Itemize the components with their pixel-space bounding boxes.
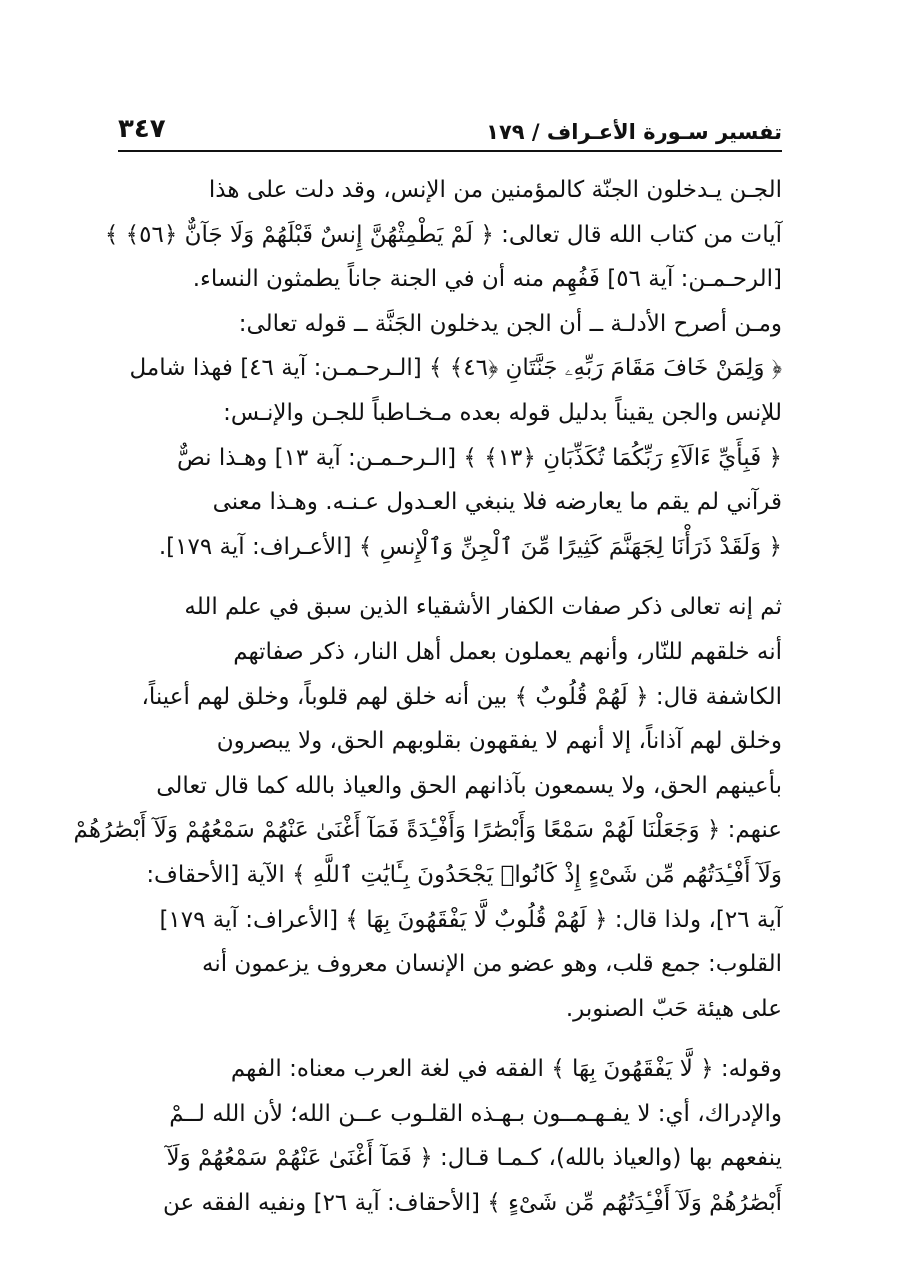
text-line: والإدراك، أي: لا يفـهـمــون بـهـذه القلـوب عــن الله؛ لأن الله لــمْ: [169, 1100, 782, 1127]
text-line: بأعينهم الحق، ولا يسمعون بآذانهم الحق والعياذ بالله كما قال تعالى: [156, 772, 782, 799]
text-line: ﴿ وَلَقَدْ ذَرَأْنَا لِجَهَنَّمَ كَثِيرًا مِّنَ ٱلْجِنِّ وَٱلْإِنسِ ﴾ [الأعـراف: آية ١٧٩].: [158, 533, 782, 560]
text-line: وقوله: ﴿ لَّا يَفْقَهُونَ بِهَا ﴾ الفقه في لغة العرب معناه: الفهم: [230, 1056, 782, 1083]
text-line: القلوب: جمع قلب، وهو عضو من الإنسان معروف يزعمون أنه: [202, 951, 782, 978]
text-line: آيات من كتاب الله قال تعالى: ﴿ لَمْ يَطْمِثْهُنَّ إِنسٌ قَبْلَهُمْ وَلَا جَآنٌّ ﴿٥٦﴾ ﴾: [104, 221, 782, 248]
text-line: عنهم: ﴿ وَجَعَلْنَا لَهُمْ سَمْعًا وَأَبْصَٰرًا وَأَفْـِٔدَةً فَمَآ أَغْنَىٰ عَنْهُمْ سَمْعُهُمْ وَلَآ أَبْصَٰرُهُمْ: [73, 817, 782, 844]
text-line: ينفعهم بها (والعياذ بالله)، كـمـا قـال: ﴿ فَمَآ أَغْنَىٰ عَنْهُمْ سَمْعُهُمْ وَلَآ: [166, 1145, 782, 1172]
text-line: ﴿ وَلِمَنْ خَافَ مَقَامَ رَبِّهِۦ جَنَّتَانِ ﴿٤٦﴾ ﴾ [الـرحـمـن: آية ٤٦] فهذا شامل: [129, 355, 782, 382]
text-line: أنه خلقهم للنّار، وأنهم يعملون بعمل أهل النار، ذكر صفاتهم: [233, 638, 782, 665]
paragraph-1: [104, 168, 782, 569]
text-line: وخلق لهم آذاناً، إلا أنهم لا يفقهون بقلوبهم الحق، ولا يبصرون: [216, 728, 782, 755]
text-line: [الرحـمـن: آية ٥٦] فَفُهِم منه أن في الجنة جاناً يطمثون النساء.: [192, 266, 782, 293]
text-line: وَلَآ أَفْـِٔدَتُهُم مِّن شَىْءٍ إِذْ كَانُوا۟ يَجْحَدُونَ بِـَٔايَٰتِ ٱللَّهِ ﴾ الآية [الأحقاف:: [146, 861, 782, 888]
text-line: للإنس والجن يقيناً بدليل قوله بعده مـخـاطباً للجـن والإنـس:: [223, 399, 782, 426]
text-line: على هيئة حَبّ الصنوبر.: [565, 995, 782, 1022]
page-body: [73, 168, 782, 1226]
paragraph-3: [118, 1047, 782, 1225]
page-header: [118, 108, 782, 152]
text-line: قرآني لم يقم ما يعارضه فلا ينبغي العـدول عـنـه. وهـذا معنى: [212, 489, 782, 516]
text-line: الكاشفة قال: ﴿ لَهُمْ قُلُوبٌ ﴾ بين أنه خلق لهم قلوباً، وخلق لهم أعيناً،: [141, 683, 782, 710]
running-title: تفسير سـورة الأعـراف / ١٧٩: [486, 120, 782, 144]
text-line: ومـن أصرح الأدلـة ــ أن الجن يدخلون الجَنَّة ــ قوله تعالى:: [238, 310, 782, 337]
paragraph-2: [73, 585, 782, 1031]
page-number: ٣٤٧: [118, 114, 166, 144]
text-line: أَبْصَٰرُهُمْ وَلَآ أَفْـِٔدَتُهُم مِّن شَىْءٍ ﴾ [الأحقاف: آية ٢٦] ونفيه الفقه عن: [163, 1190, 782, 1217]
text-line: ﴿ فَبِأَيِّ ءَالَآءِ رَبِّكُمَا تُكَذِّبَانِ ﴿١٣﴾ ﴾ [الـرحـمـن: آية ١٣] وهـذا نصٌّ: [176, 444, 782, 471]
text-line: الجـن يـدخلون الجنّة كالمؤمنين من الإنس، وقد دلت على هذا: [208, 177, 782, 203]
text-line: آية ٢٦]، ولذا قال: ﴿ لَهُمْ قُلُوبٌ لَّا يَفْقَهُونَ بِهَا ﴾ [الأعراف: آية ١٧٩]: [159, 906, 782, 933]
text-line: ثم إنه تعالى ذكر صفات الكفار الأشقياء الذين سبق في علم الله: [184, 594, 782, 621]
